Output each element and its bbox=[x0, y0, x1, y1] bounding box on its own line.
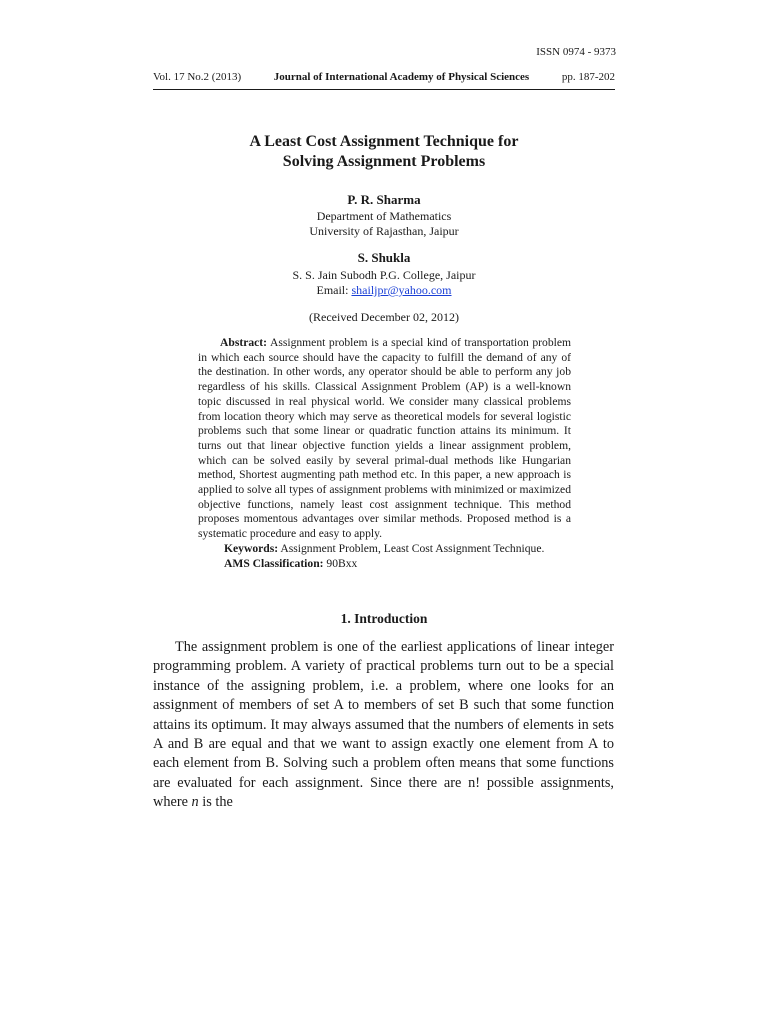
ams-line bbox=[202, 557, 571, 572]
italic-n: n bbox=[191, 794, 199, 811]
keywords-text: Assignment Problem, Least Cost Assignment Technique. bbox=[278, 541, 545, 555]
title-block bbox=[0, 132, 768, 325]
author-2-email-line bbox=[0, 283, 768, 298]
abstract-paragraph bbox=[198, 336, 571, 542]
page-range: pp. 187-202 bbox=[561, 71, 615, 83]
title-line-2: Solving Assignment Problems bbox=[282, 153, 486, 170]
keywords-line bbox=[202, 542, 571, 557]
email-link[interactable]: shailjpr@yahoo.com bbox=[351, 283, 452, 297]
email-label: Email: bbox=[316, 283, 352, 297]
abstract-label: Abstract: bbox=[220, 336, 268, 349]
paragraph-text-b: is the bbox=[198, 794, 233, 811]
journal-name: Journal of International Academy of Physical Sciences bbox=[273, 71, 530, 83]
author-1-university: University of Rajasthan, Jaipur bbox=[309, 224, 459, 238]
received-date: (Received December 02, 2012) bbox=[309, 310, 459, 324]
paragraph-text-a: The assignment problem is one of the earliest applications of linear integer programming problem. A variety of practical problems turn out to be a special instance of the assigning problem, i.e. a problem, where one looks for an assignment of members of set A to members of set B such that some function attains its optimum. It may always assumed that the numbers of elements in sets A and B are equal and that we want to assign exactly one element from A to each element from B. Solving such a problem often means that some functions are evaluated for each assignment. Since there are n! possible assignments, where bbox=[153, 639, 614, 811]
author-2-college: S. S. Jain Subodh P.G. College, Jaipur bbox=[292, 268, 476, 282]
introduction-body bbox=[153, 638, 614, 813]
abstract-text: Assignment problem is a special kind of transportation problem in which each source should have the capacity to fulfill the demand of any of the destination. In other words, any operator should be able to perform any job regardless of his skills. Classical Assignment Problem (AP) is a well-known topic discussed in real physical world. We consider many classical problems from location theory which may serve as theoretical models for several logistic problems such that some linear or quadratic function attains its minimum. It turns out that linear objective function yields a linear assignment problem, which can be solved easily by several primal-dual methods like Hungarian method, Shortest augmenting path method etc. In this paper, a new approach is applied to solve all types of assignment problems with minimized or maximized objective functions, namely least cost assignment technique. This method proposes momentous advantages over similar methods. Proposed method is a systematic procedure and easy to apply. bbox=[198, 336, 571, 541]
section-heading: 1. Introduction bbox=[340, 611, 428, 626]
author-1-department: Department of Mathematics bbox=[316, 209, 452, 223]
title-line-1: A Least Cost Assignment Technique for bbox=[249, 133, 519, 150]
running-header bbox=[153, 71, 615, 90]
author-2-name: S. Shukla bbox=[357, 250, 411, 265]
author-1-name: P. R. Sharma bbox=[347, 192, 421, 207]
volume-info: Vol. 17 No.2 (2013) bbox=[153, 71, 242, 83]
keywords-label: Keywords: bbox=[224, 541, 279, 555]
ams-label: AMS Classification: bbox=[224, 556, 324, 570]
abstract-block bbox=[198, 336, 571, 571]
ams-text: 90Bxx bbox=[323, 556, 358, 570]
introduction-paragraph bbox=[153, 638, 614, 813]
issn-number: ISSN 0974 - 9373 bbox=[536, 46, 616, 58]
paper-title bbox=[0, 132, 768, 172]
